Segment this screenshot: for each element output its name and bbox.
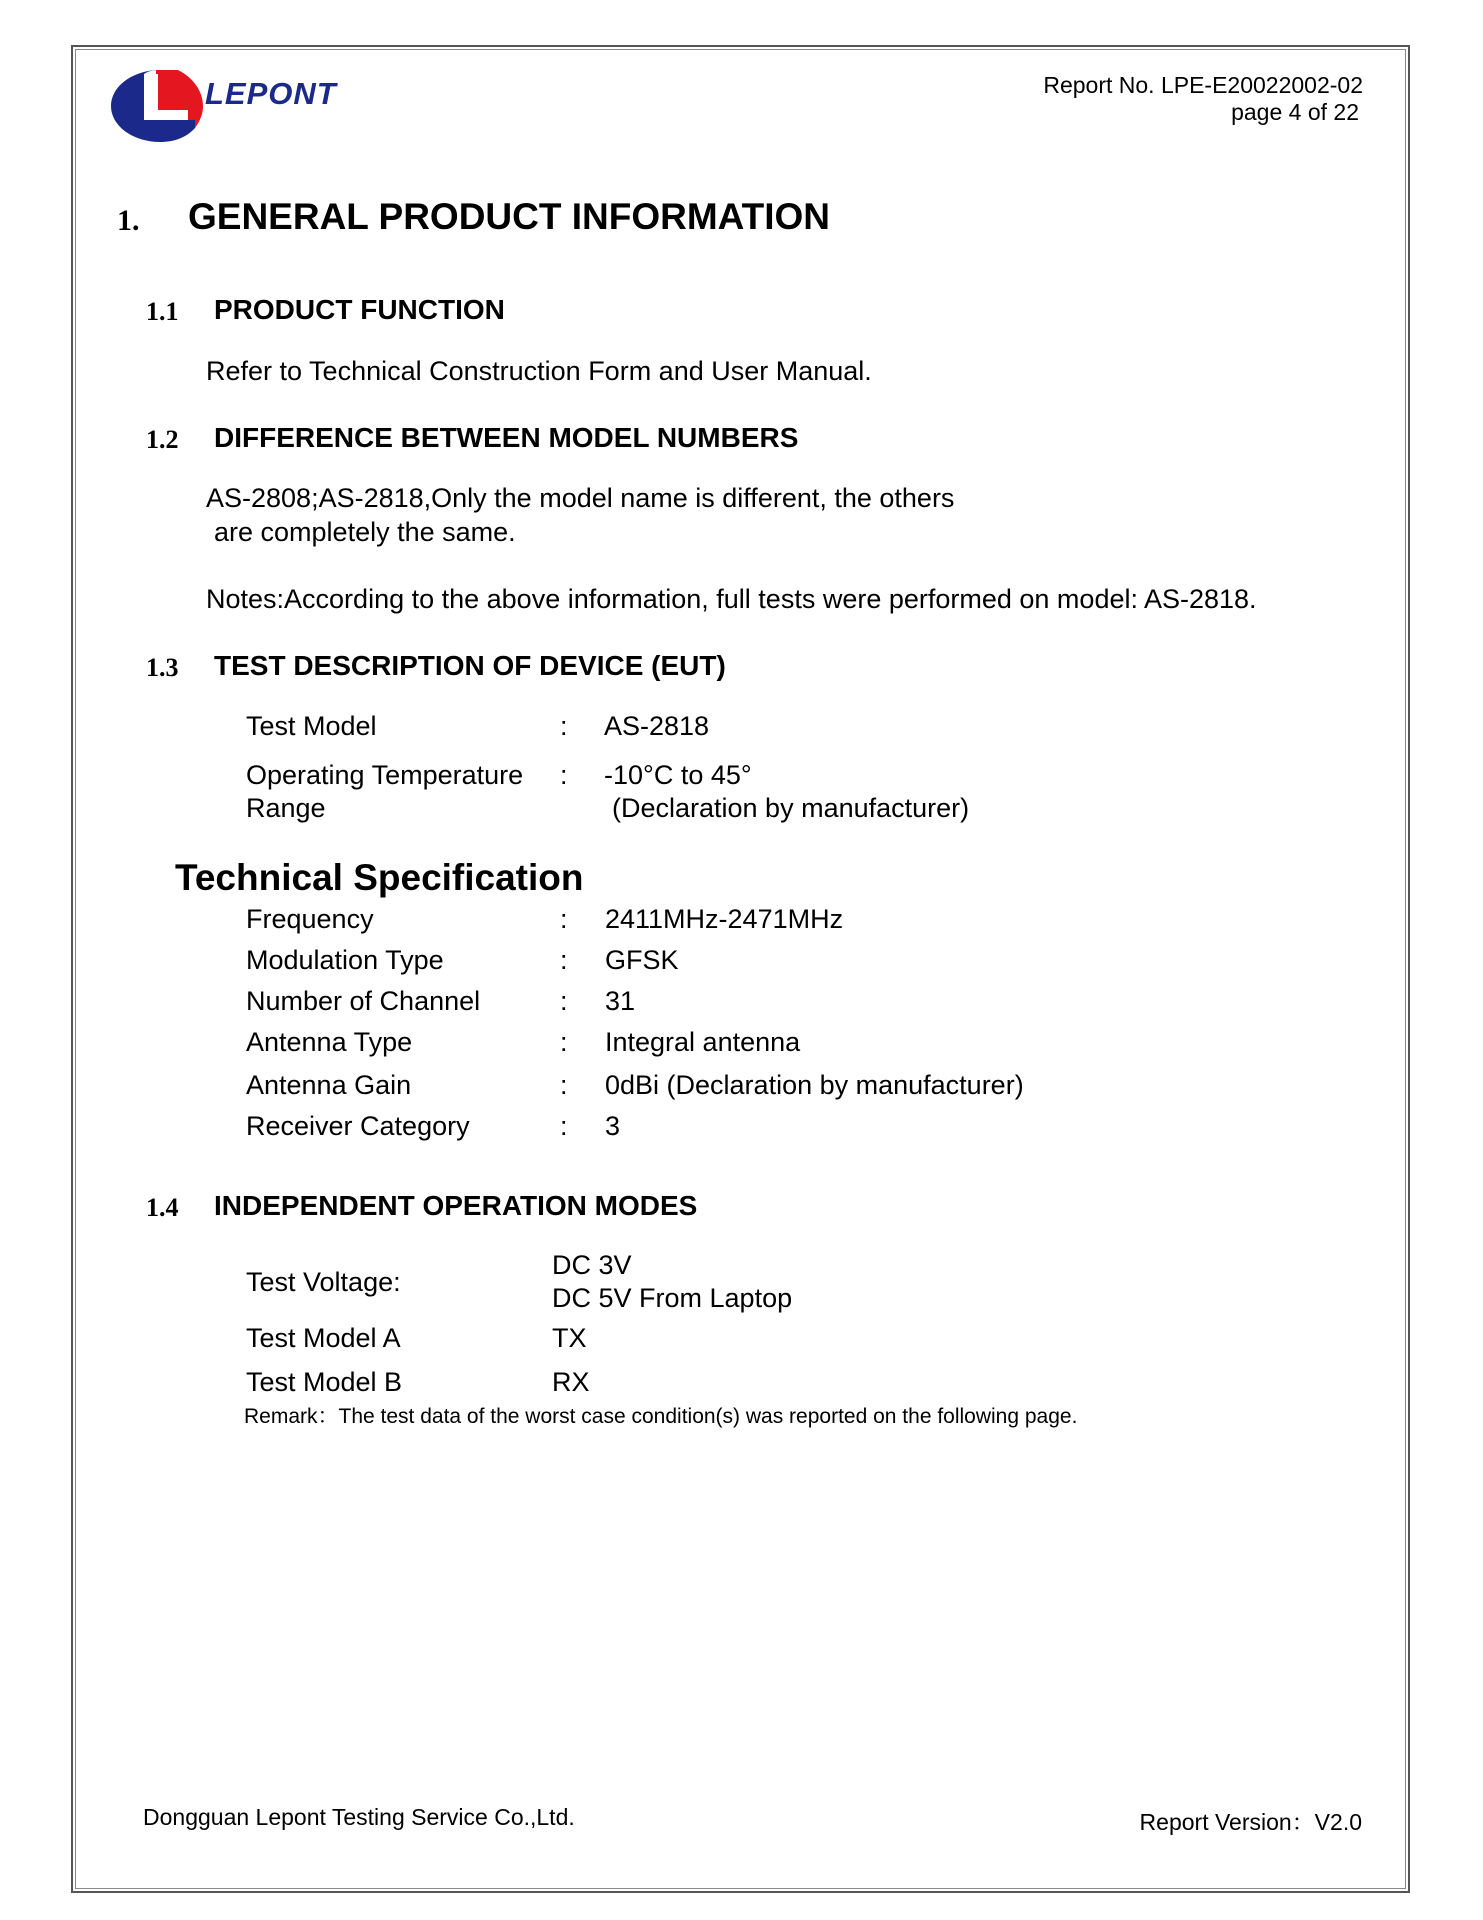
eut-value: -10°C to 45° [604,760,752,790]
eut-value: AS-2818 [604,711,710,741]
test-mode-value: RX [552,1367,590,1397]
spec-value: 0dBi (Declaration by manufacturer) [605,1070,1024,1100]
test-voltage-value: DC 5V From Laptop [552,1283,793,1313]
spec-colon: : [560,904,568,934]
report-number: Report No. LPE-E20022002-02 [1043,72,1363,98]
subsection-title: TEST DESCRIPTION OF DEVICE (EUT) [214,650,726,681]
eut-colon: : [560,711,568,741]
spec-label: Number of Channel [246,986,481,1016]
subsection-number: 1.2 [146,425,179,454]
spec-label: Frequency [246,904,374,934]
spec-colon: : [560,1027,568,1057]
subsection-title: INDEPENDENT OPERATION MODES [214,1190,698,1221]
page-number: page 4 of 22 [1231,99,1359,125]
spec-value: 3 [605,1111,621,1141]
product-function-text: Refer to Technical Construction Form and User Manual. [206,356,872,386]
model-difference-line: are completely the same. [214,517,516,547]
spec-label: Antenna Gain [246,1070,412,1100]
section-number: 1. [117,204,140,237]
eut-label: Test Model [246,711,377,741]
spec-colon: : [560,986,568,1016]
footer-version: Report Version：V2.0 [1139,1809,1362,1835]
subsection-title: PRODUCT FUNCTION [214,294,505,325]
subsection-number: 1.1 [146,297,179,326]
remark-text: Remark：The test data of the worst case condition(s) was reported on the following page. [244,1405,1078,1428]
eut-colon: : [560,760,568,790]
spec-label: Modulation Type [246,945,444,975]
eut-label-continued: Range [246,793,326,823]
test-voltage-label: Test Voltage: [246,1267,401,1297]
eut-value-note: (Declaration by manufacturer) [612,793,970,823]
test-mode-value: TX [552,1323,587,1353]
subsection-number: 1.3 [146,653,179,682]
tech-spec-title: Technical Specification [175,857,584,898]
spec-value: 31 [605,986,636,1016]
spec-colon: : [560,1070,568,1100]
spec-value: 2411MHz-2471MHz [605,904,844,934]
eut-label: Operating Temperature [246,760,524,790]
logo-wordmark: LEPONT [205,76,337,111]
footer-company: Dongguan Lepont Testing Service Co.,Ltd. [143,1804,575,1830]
test-voltage-value: DC 3V [552,1250,632,1280]
model-notes: Notes:According to the above information, full tests were performed on model: AS-2818. [206,584,1257,614]
spec-colon: : [560,1111,568,1141]
spec-value: Integral antenna [605,1027,801,1057]
spec-value: GFSK [605,945,679,975]
model-difference-line: AS-2808;AS-2818,Only the model name is different, the others [206,483,955,513]
test-mode-label: Test Model B [246,1367,403,1397]
section-title: GENERAL PRODUCT INFORMATION [188,196,831,237]
spec-label: Antenna Type [246,1027,413,1057]
subsection-number: 1.4 [146,1193,179,1222]
subsection-title: DIFFERENCE BETWEEN MODEL NUMBERS [214,422,799,453]
spec-label: Receiver Category [246,1111,470,1141]
spec-colon: : [560,945,568,975]
test-mode-label: Test Model A [246,1323,401,1353]
